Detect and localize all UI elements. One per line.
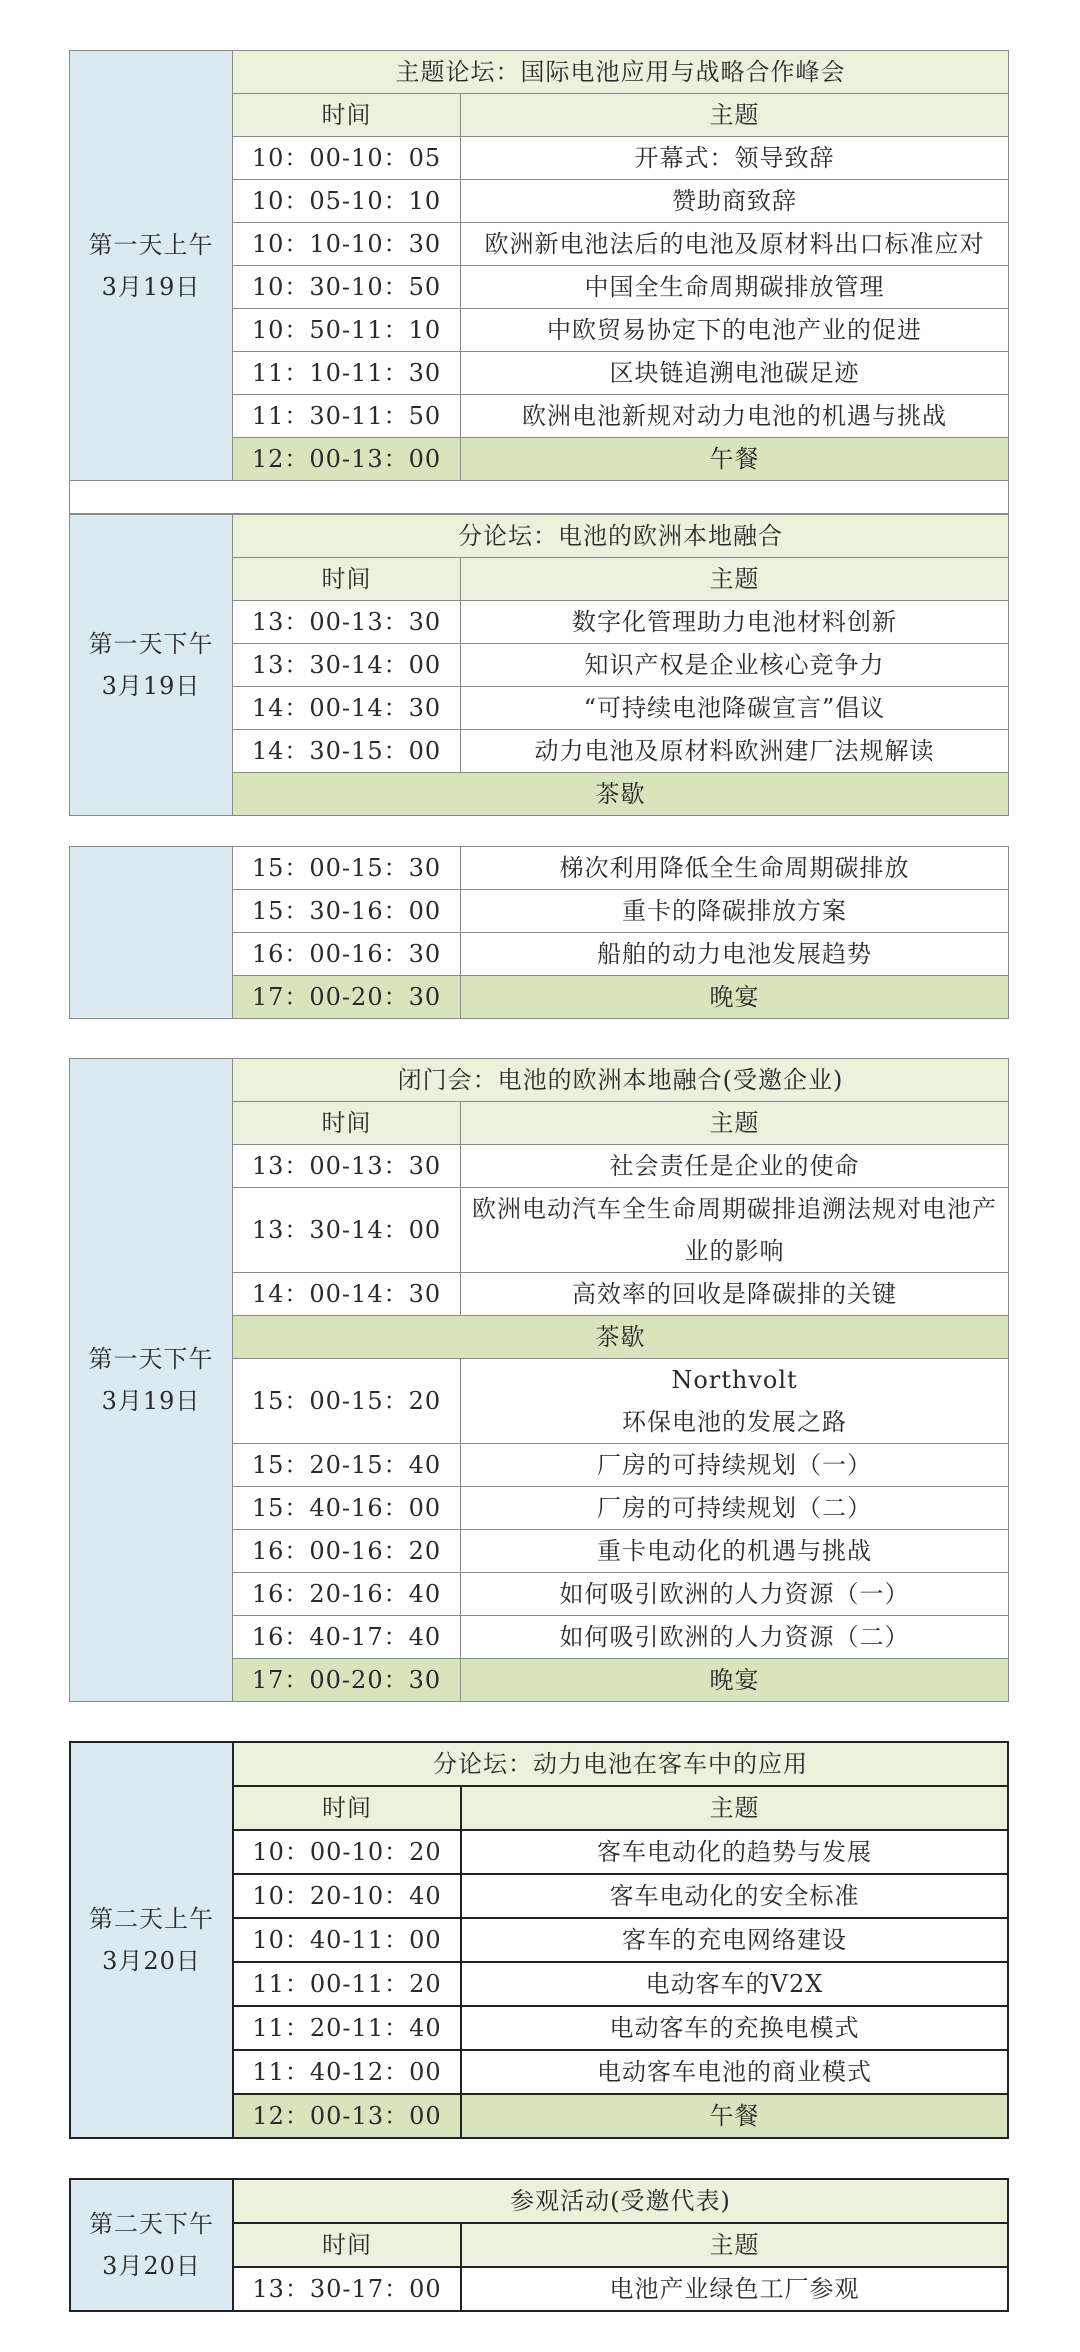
time-cell: 16：20-16：40 (233, 1573, 461, 1616)
time-cell: 11：30-11：50 (233, 395, 461, 438)
topic-cell: 客车的充电网络建设 (461, 1918, 1008, 1962)
session-title: 闭门会：电池的欧洲本地融合(受邀企业) (233, 1059, 1009, 1102)
topic-cell: 客车电动化的趋势与发展 (461, 1830, 1008, 1874)
time-cell: 16：00-16：30 (233, 933, 461, 976)
column-header-topic: 主题 (461, 558, 1009, 601)
session-title: 分论坛：动力电池在客车中的应用 (233, 1742, 1008, 1786)
column-header-topic: 主题 (461, 2223, 1008, 2267)
time-cell: 10：10-10：30 (233, 223, 461, 266)
topic-company: Northvolt (671, 1366, 798, 1394)
tea-break-cell: 茶歇 (233, 773, 1009, 816)
dinner-cell: 晚宴 (461, 1659, 1009, 1702)
topic-title: 环保电池的发展之路 (622, 1408, 847, 1436)
day-label: 第二天下午 3月20日 (70, 2179, 233, 2311)
topic-cell: 赞助商致辞 (461, 180, 1009, 223)
time-cell: 16：00-16：20 (233, 1530, 461, 1573)
dinner-time-cell: 17：00-20：30 (233, 976, 461, 1019)
topic-cell: 数字化管理助力电池材料创新 (461, 601, 1009, 644)
column-header-time: 时间 (233, 94, 461, 137)
topic-cell: 客车电动化的安全标准 (461, 1874, 1008, 1918)
day-label-empty (70, 847, 233, 1019)
day-label: 第一天下午 3月19日 (70, 515, 233, 816)
topic-cell: 厂房的可持续规划（二） (461, 1487, 1009, 1530)
lunch-cell: 午餐 (461, 438, 1009, 481)
time-cell: 13：30-17：00 (233, 2267, 461, 2311)
time-cell: 11：00-11：20 (233, 1962, 461, 2006)
schedule-table-day2-afternoon-visit (69, 2178, 1009, 2312)
day-label: 第二天上午 3月20日 (70, 1742, 233, 2138)
topic-cell: 动力电池及原材料欧洲建厂法规解读 (461, 730, 1009, 773)
topic-cell: 电动客车的V2X (461, 1962, 1008, 2006)
time-cell: 14：00-14：30 (233, 1273, 461, 1316)
time-cell: 10：40-11：00 (233, 1918, 461, 1962)
topic-cell: 厂房的可持续规划（一） (461, 1444, 1009, 1487)
topic-cell: 如何吸引欧洲的人力资源（二） (461, 1616, 1009, 1659)
session-title: 参观活动(受邀代表) (233, 2179, 1008, 2223)
topic-cell: 中欧贸易协定下的电池产业的促进 (461, 309, 1009, 352)
topic-cell: 欧洲电池新规对动力电池的机遇与挑战 (461, 395, 1009, 438)
topic-cell: 知识产权是企业核心竞争力 (461, 644, 1009, 687)
time-cell: 11：10-11：30 (233, 352, 461, 395)
time-cell: 13：30-14：00 (233, 644, 461, 687)
topic-cell: 中国全生命周期碳排放管理 (461, 266, 1009, 309)
time-cell: 10：50-11：10 (233, 309, 461, 352)
topic-cell: 如何吸引欧洲的人力资源（一） (461, 1573, 1009, 1616)
time-cell: 13：30-14：00 (233, 1188, 461, 1273)
column-header-topic: 主题 (461, 1786, 1008, 1830)
schedule-table-day2-morning (69, 1741, 1009, 2139)
topic-cell: 欧洲电动汽车全生命周期碳排追溯法规对电池产业的影响 (461, 1188, 1009, 1273)
topic-cell: 重卡电动化的机遇与挑战 (461, 1530, 1009, 1573)
time-cell: 10：20-10：40 (233, 1874, 461, 1918)
dinner-time-cell: 17：00-20：30 (233, 1659, 461, 1702)
separator-row (69, 476, 1009, 514)
time-cell: 14：30-15：00 (233, 730, 461, 773)
tea-break-cell: 茶歇 (233, 1316, 1009, 1359)
topic-cell: 区块链追溯电池碳足迹 (461, 352, 1009, 395)
topic-cell: 梯次利用降低全生命周期碳排放 (461, 847, 1009, 890)
time-cell: 10：05-10：10 (233, 180, 461, 223)
time-cell: 15：00-15：20 (233, 1359, 461, 1444)
column-header-topic: 主题 (461, 94, 1009, 137)
time-cell: 15：00-15：30 (233, 847, 461, 890)
topic-cell: 社会责任是企业的使命 (461, 1145, 1009, 1188)
topic-cell: 电动客车的充换电模式 (461, 2006, 1008, 2050)
schedule-table-day1-morning (69, 50, 1009, 481)
day-label: 第一天下午 3月19日 (70, 1059, 233, 1702)
time-cell: 15：20-15：40 (233, 1444, 461, 1487)
lunch-time-cell: 12：00-13：00 (233, 438, 461, 481)
topic-cell (461, 1359, 1009, 1444)
schedule-table-day1-afternoon-continued (69, 846, 1009, 1019)
time-cell: 13：00-13：30 (233, 1145, 461, 1188)
topic-cell: 开幕式：领导致辞 (461, 137, 1009, 180)
session-title: 分论坛：电池的欧洲本地融合 (233, 515, 1009, 558)
topic-cell: 电动客车电池的商业模式 (461, 2050, 1008, 2094)
column-header-topic: 主题 (461, 1102, 1009, 1145)
day-label: 第一天上午 3月19日 (70, 51, 233, 481)
column-header-time: 时间 (233, 2223, 461, 2267)
topic-cell: “可持续电池降碳宣言”倡议 (461, 687, 1009, 730)
dinner-cell: 晚宴 (461, 976, 1009, 1019)
time-cell: 15：30-16：00 (233, 890, 461, 933)
time-cell: 10：00-10：05 (233, 137, 461, 180)
session-title: 主题论坛：国际电池应用与战略合作峰会 (233, 51, 1009, 94)
lunch-time-cell: 12：00-13：00 (233, 2094, 461, 2138)
topic-cell: 船舶的动力电池发展趋势 (461, 933, 1009, 976)
time-cell: 11：40-12：00 (233, 2050, 461, 2094)
time-cell: 11：20-11：40 (233, 2006, 461, 2050)
column-header-time: 时间 (233, 558, 461, 601)
schedule-table-closed-meeting (69, 1058, 1009, 1702)
topic-cell: 电池产业绿色工厂参观 (461, 2267, 1008, 2311)
time-cell: 14：00-14：30 (233, 687, 461, 730)
schedule-table-day1-afternoon-forum (69, 514, 1009, 816)
lunch-cell: 午餐 (461, 2094, 1008, 2138)
column-header-time: 时间 (233, 1102, 461, 1145)
topic-cell: 高效率的回收是降碳排的关键 (461, 1273, 1009, 1316)
topic-cell: 重卡的降碳排放方案 (461, 890, 1009, 933)
time-cell: 10：30-10：50 (233, 266, 461, 309)
time-cell: 16：40-17：40 (233, 1616, 461, 1659)
column-header-time: 时间 (233, 1786, 461, 1830)
time-cell: 10：00-10：20 (233, 1830, 461, 1874)
time-cell: 13：00-13：30 (233, 601, 461, 644)
topic-cell: 欧洲新电池法后的电池及原材料出口标准应对 (461, 223, 1009, 266)
time-cell: 15：40-16：00 (233, 1487, 461, 1530)
